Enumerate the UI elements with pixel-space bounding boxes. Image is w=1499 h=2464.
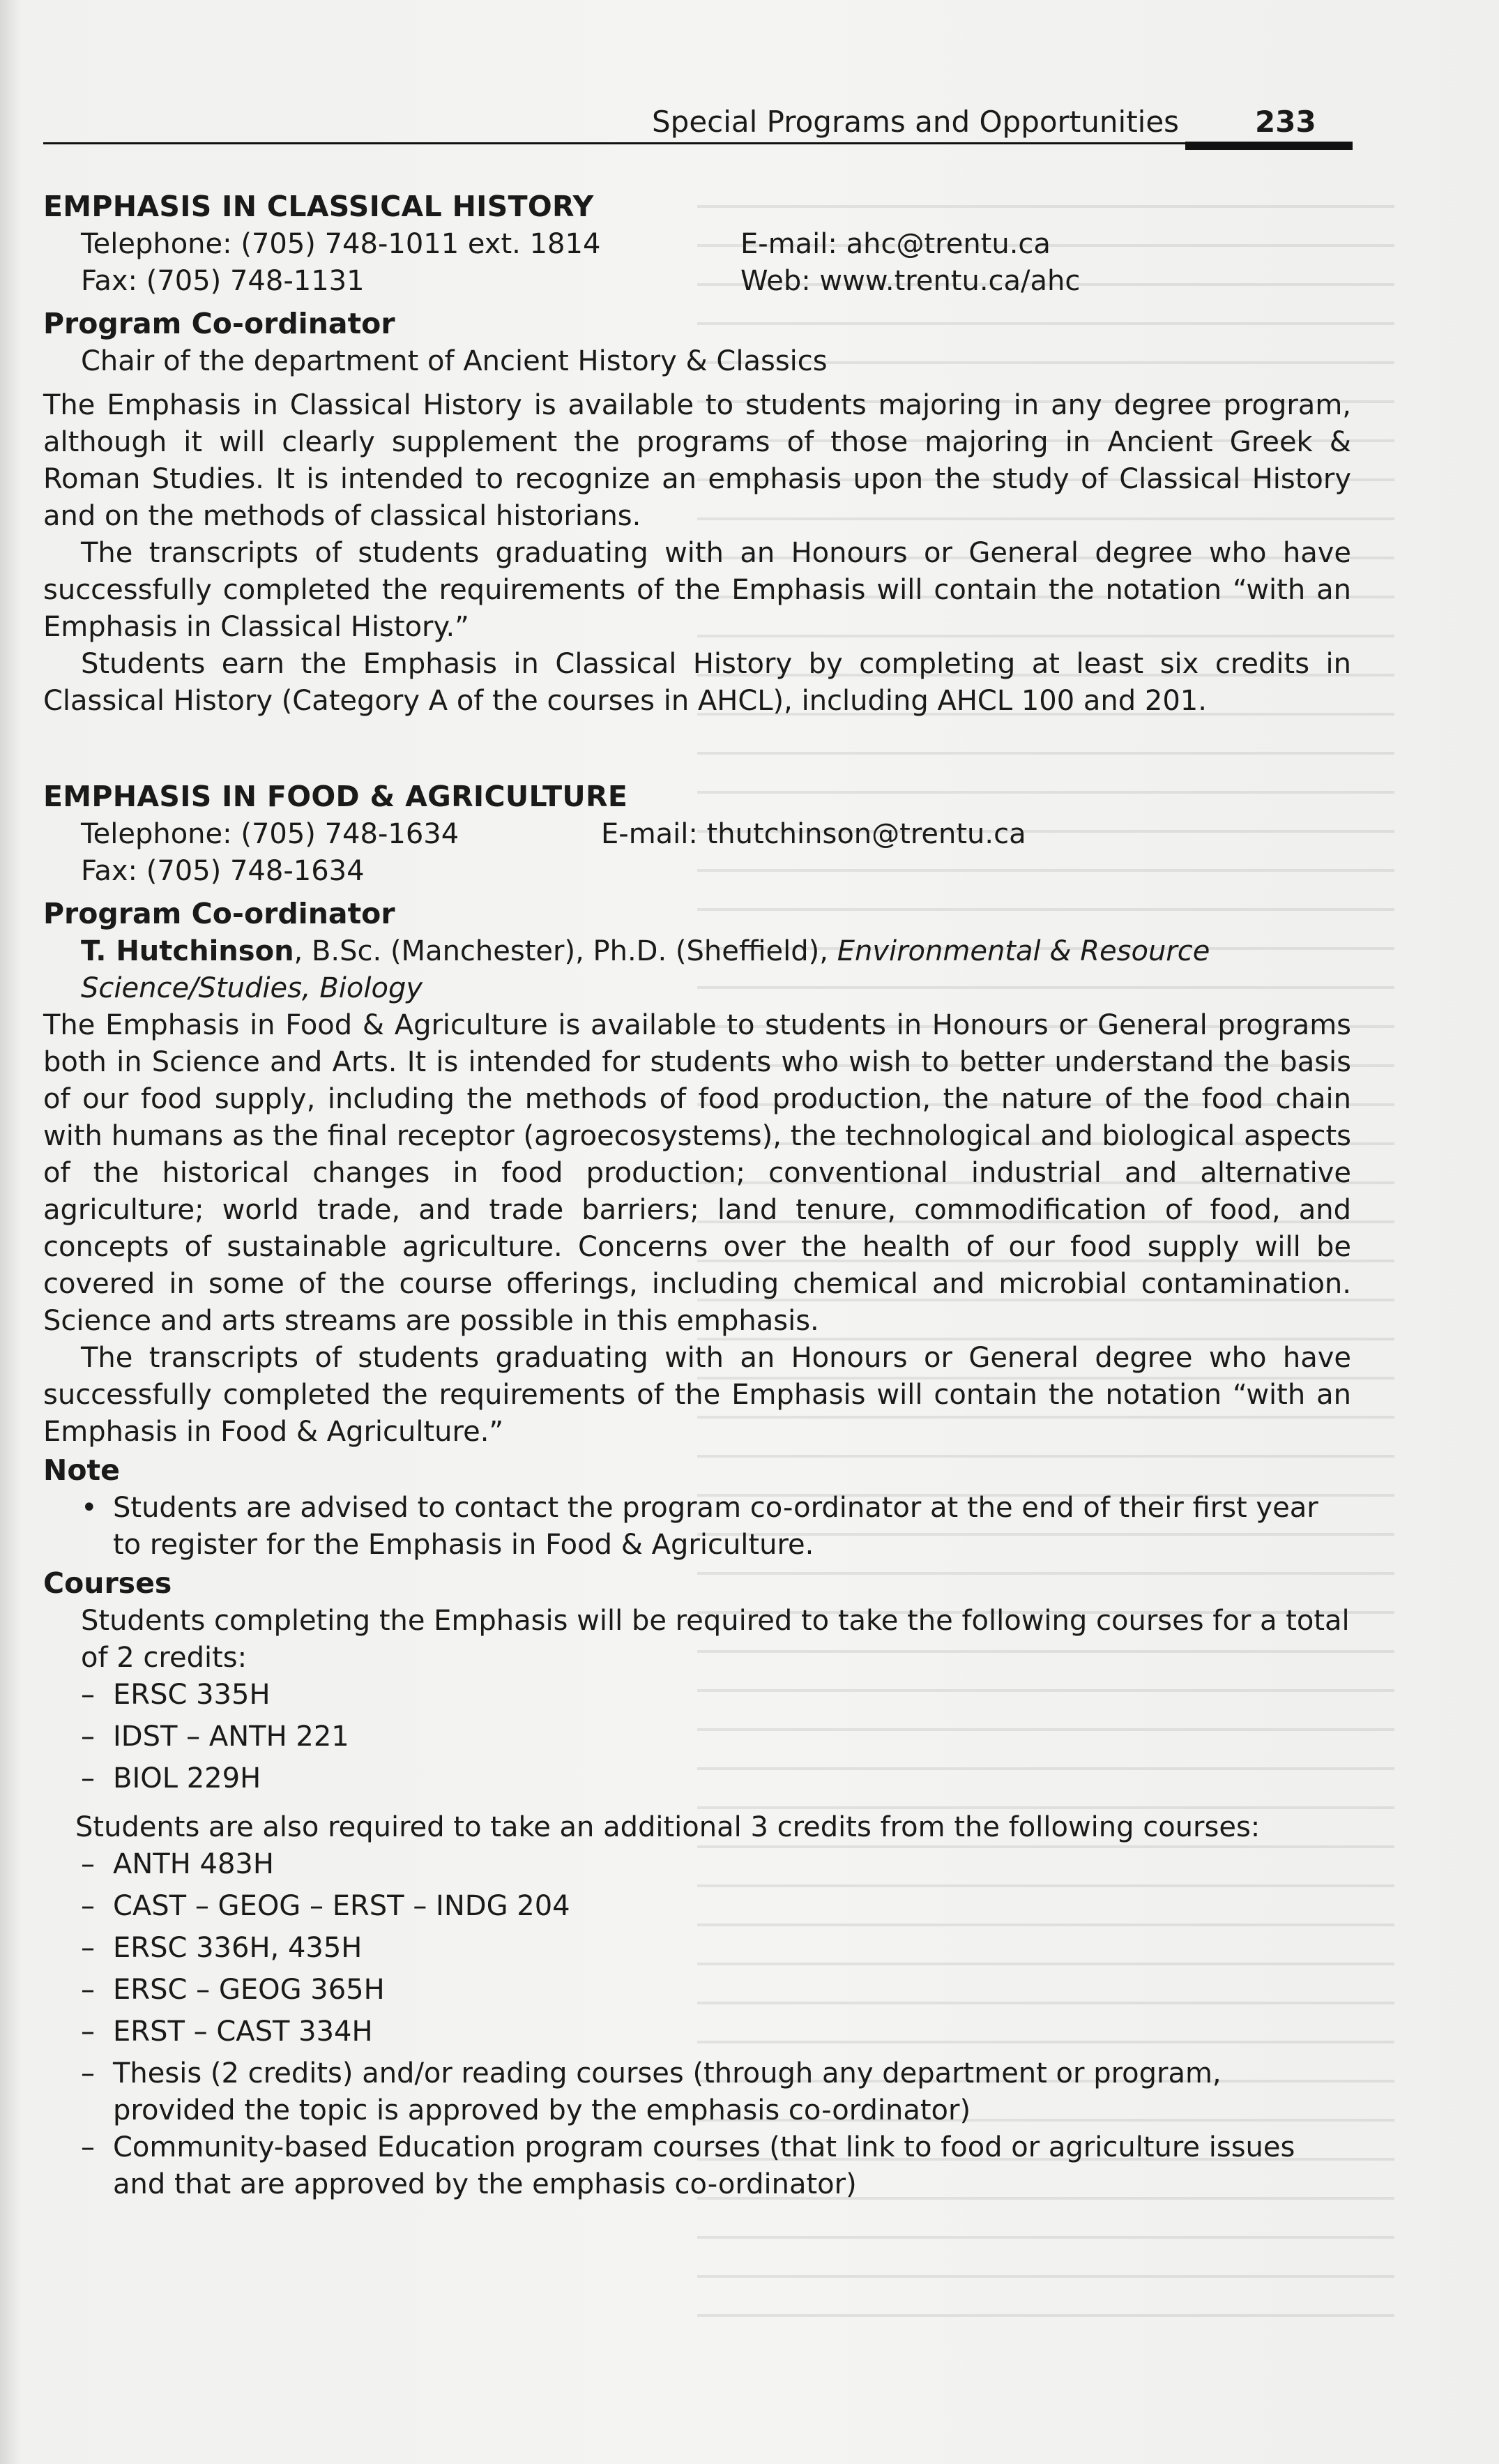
coordinator-name: T. Hutchinson — [81, 935, 294, 967]
dash-icon: – — [81, 1679, 95, 1711]
course: IDST – ANTH 221 — [113, 1721, 349, 1753]
coordinator — [43, 933, 1351, 1007]
course: CAST – GEOG – ERST – INDG 204 — [113, 1890, 570, 1922]
section-heading: EMPHASIS IN FOOD & AGRICULTURE — [43, 780, 628, 813]
course: ERSC – GEOG 365H — [113, 1974, 385, 2006]
dash-icon: – — [81, 1762, 95, 1794]
paragraph: The Emphasis in Food & Agriculture is available to students in Honours or General programs both in Science and Arts. It is intended for students who wish to better understand the basis of our food supply, including the methods of food production, the nature of the food chain with humans as the final receptor (agroecosystems), the technological and biological aspects of the historical changes in food production; conventional industrial and alternative agriculture; world trade, and trade barriers; land tenure, commodification of food, and concepts of sustainable agriculture. Concerns over the health of our food supply will be covered in some of the course offerings, including chemical and microbial contamination. Science and arts streams are possible in this emphasis. — [43, 1009, 1351, 1337]
header-title: Special Programs and Opportunities — [652, 105, 1180, 139]
running-header — [652, 105, 1349, 139]
contact-block — [43, 226, 1351, 304]
bullet-icon: • — [81, 1492, 98, 1524]
list-item — [43, 1677, 1351, 1718]
dash-icon: – — [81, 1932, 95, 1964]
dash-icon: – — [81, 1848, 95, 1880]
note-list — [43, 1490, 1351, 1564]
list-item — [43, 2013, 1351, 2055]
dash-icon: – — [81, 2131, 95, 2163]
paragraph: The transcripts of students graduating with an Honours or General degree who have successfully completed the requirements of the Emphasis will contain the notation “with an Emphasis in Food & Agriculture.” — [43, 1342, 1351, 1448]
contact-email — [601, 816, 1026, 853]
dash-icon: – — [81, 1974, 95, 2006]
fax: Fax: (705) 748-1634 — [81, 855, 365, 887]
courses-intro: Students completing the Emphasis will be required to take the following courses for a total of 2 credits: — [81, 1605, 1350, 1674]
contact-email-web — [740, 226, 1080, 300]
list-item — [43, 1760, 1351, 1802]
header-rule-tab — [1185, 142, 1353, 150]
list-item — [43, 1972, 1351, 2013]
dash-icon: – — [81, 1890, 95, 1922]
paragraph: Students earn the Emphasis in Classical History by completing at least six credits in Classical History (Category A of the courses in AHCL), including AHCL 100 and 201. — [43, 648, 1351, 717]
additional-intro: Students are also required to take an additional 3 credits from the following courses: — [75, 1811, 1261, 1843]
contact-block — [43, 816, 1351, 894]
telephone: Telephone: (705) 748-1011 ext. 1814 — [81, 228, 601, 260]
section-food-agriculture — [43, 777, 1351, 2203]
binding-shadow — [0, 0, 21, 2464]
list-item — [43, 1846, 1351, 1888]
course: ERST – CAST 334H — [113, 2016, 373, 2048]
header-rule — [43, 142, 1351, 144]
course: Thesis (2 credits) and/or reading courses (through any department or program, provided the topic is approved by the emphasis co-ordinator) — [113, 2057, 1222, 2126]
courses-heading: Courses — [43, 1566, 172, 1600]
course: Community-based Education program courses (that link to food or agriculture issues and that are approved by the emphasis co-ordinator) — [113, 2131, 1295, 2200]
paragraph: The transcripts of students graduating with an Honours or General degree who have successfully completed the requirements of the Emphasis will contain the notation “with an Emphasis in Classical History.” — [43, 537, 1351, 643]
course: ANTH 483H — [113, 1848, 274, 1880]
web-address: Web: www.trentu.ca/ahc — [740, 265, 1081, 297]
dash-icon: – — [81, 1721, 95, 1753]
section-classical-history — [43, 187, 1351, 720]
note-text: Students are advised to contact the program co-ordinator at the end of their first year to register for the Emphasis in Food & Agriculture. — [113, 1492, 1318, 1561]
contact-phone-fax — [81, 816, 459, 890]
list-item — [43, 1718, 1351, 1760]
fax: Fax: (705) 748-1131 — [81, 265, 365, 297]
coordinator: Chair of the department of Ancient History & Classics — [81, 345, 828, 377]
additional-courses-list — [43, 1846, 1351, 2203]
course: BIOL 229H — [113, 1762, 261, 1794]
page-content — [43, 187, 1351, 2203]
coordinator-credentials: , B.Sc. (Manchester), Ph.D. (Sheffield), — [294, 935, 837, 967]
email: E-mail: ahc@trentu.ca — [740, 228, 1051, 260]
page-number: 233 — [1255, 105, 1316, 139]
list-item — [43, 2055, 1351, 2129]
list-item — [43, 1490, 1351, 1564]
list-item — [43, 2129, 1351, 2203]
dash-icon: – — [81, 2016, 95, 2048]
coordinator-departments: Environmental & Resource Science/Studies, Biology — [81, 935, 1210, 1004]
list-item — [43, 1930, 1351, 1972]
paragraph: The Emphasis in Classical History is available to students majoring in any degree program, although it will clearly supplement the programs of those majoring in Ancient Greek & Roman Studies. It is intended to recognize an emphasis upon the study of Classical History and on the methods of classical historians. — [43, 389, 1351, 532]
coordinator-heading: Program Co-ordinator — [43, 897, 395, 930]
contact-phone-fax — [81, 226, 600, 300]
section-heading: EMPHASIS IN CLASSICAL HISTORY — [43, 190, 594, 223]
list-item — [43, 1888, 1351, 1930]
email: E-mail: thutchinson@trentu.ca — [601, 818, 1026, 850]
course: ERSC 336H, 435H — [113, 1932, 363, 1964]
required-courses-list — [43, 1677, 1351, 1802]
course: ERSC 335H — [113, 1679, 271, 1711]
coordinator-heading: Program Co-ordinator — [43, 307, 395, 340]
note-heading: Note — [43, 1453, 120, 1487]
telephone: Telephone: (705) 748-1634 — [81, 818, 459, 850]
dash-icon: – — [81, 2057, 95, 2089]
